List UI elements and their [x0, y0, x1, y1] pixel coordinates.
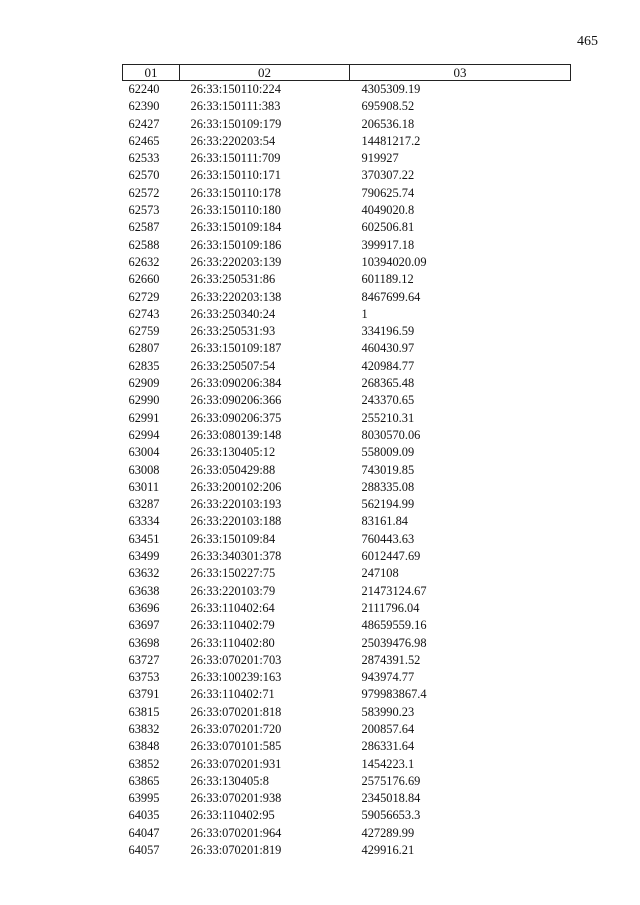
cell-value: 429916.21	[361, 843, 415, 858]
table-row	[123, 219, 571, 236]
table-row	[123, 254, 571, 271]
cell-cadastral-number: 26:33:090206:366	[190, 393, 282, 408]
cell-id: 63287	[128, 497, 160, 512]
cell-value: 268365.48	[361, 376, 415, 391]
cell-cadastral-number: 26:33:150111:383	[190, 99, 281, 114]
cell-value: 288335.08	[361, 479, 415, 494]
column-header-01: 01	[123, 65, 180, 81]
cell-cadastral-number: 26:33:220203:54	[190, 133, 276, 148]
table-row	[123, 289, 571, 306]
table-row	[123, 462, 571, 479]
table-row	[123, 669, 571, 686]
cell-id: 63791	[128, 687, 160, 702]
cell-id: 63008	[128, 462, 160, 477]
cell-value: 399917.18	[361, 237, 415, 252]
cell-id: 63011	[128, 479, 160, 494]
cell-value: 255210.31	[361, 410, 415, 425]
table-row	[123, 807, 571, 824]
table-row	[123, 150, 571, 167]
cell-value: 4305309.19	[361, 82, 421, 96]
cell-id: 62909	[128, 376, 160, 391]
table-row	[123, 81, 571, 99]
cell-id: 62743	[128, 306, 160, 321]
cell-cadastral-number: 26:33:150110:180	[190, 203, 281, 218]
cell-value: 200857.64	[361, 721, 415, 736]
cell-value: 460430.97	[361, 341, 415, 356]
cell-cadastral-number: 26:33:050429:88	[190, 462, 276, 477]
cell-cadastral-number: 26:33:250531:86	[190, 272, 276, 287]
table-row	[123, 531, 571, 548]
cell-value: 602506.81	[361, 220, 415, 235]
cell-id: 63815	[128, 704, 160, 719]
table-row	[123, 825, 571, 842]
cell-id: 62390	[128, 99, 160, 114]
cell-cadastral-number: 26:33:130405:12	[190, 445, 276, 460]
cell-value: 2345018.84	[361, 791, 421, 806]
cell-id: 62835	[128, 358, 160, 373]
cell-value: 2874391.52	[361, 652, 421, 667]
table-row	[123, 548, 571, 565]
cell-cadastral-number: 26:33:150110:171	[190, 168, 281, 183]
cell-cadastral-number: 26:33:340301:378	[190, 549, 282, 564]
cell-cadastral-number: 26:33:220103:193	[190, 497, 282, 512]
table-row	[123, 98, 571, 115]
table-header-row	[123, 65, 571, 81]
cell-cadastral-number: 26:33:070201:964	[190, 825, 282, 840]
cell-cadastral-number: 26:33:090206:384	[190, 376, 282, 391]
cell-value: 8030570.06	[361, 427, 421, 442]
cell-value: 790625.74	[361, 185, 415, 200]
table-row	[123, 756, 571, 773]
cell-value: 243370.65	[361, 393, 415, 408]
cell-cadastral-number: 26:33:150109:179	[190, 116, 282, 131]
cell-id: 62994	[128, 427, 160, 442]
cell-id: 62572	[128, 185, 160, 200]
cell-value: 14481217.2	[361, 133, 421, 148]
table-row	[123, 358, 571, 375]
table-row	[123, 635, 571, 652]
cell-cadastral-number: 26:33:080139:148	[190, 427, 282, 442]
cell-cadastral-number: 26:33:150109:184	[190, 220, 282, 235]
cell-cadastral-number: 26:33:250340:24	[190, 306, 276, 321]
cell-value: 2575176.69	[361, 773, 421, 788]
cell-value: 601189.12	[361, 272, 414, 287]
cell-cadastral-number: 26:33:110402:64	[190, 600, 275, 615]
cell-cadastral-number: 26:33:110402:95	[190, 808, 275, 823]
table-row	[123, 323, 571, 340]
table-row	[123, 513, 571, 530]
cell-value: 370307.22	[361, 168, 415, 183]
table-row	[123, 133, 571, 150]
cell-cadastral-number: 26:33:130405:8	[190, 773, 269, 788]
cell-id: 62991	[128, 410, 160, 425]
table-row	[123, 202, 571, 219]
cell-id: 63698	[128, 635, 160, 650]
cell-id: 62465	[128, 133, 160, 148]
cell-cadastral-number: 26:33:150110:224	[190, 82, 281, 96]
table-row	[123, 271, 571, 288]
cell-cadastral-number: 26:33:150109:186	[190, 237, 282, 252]
cell-cadastral-number: 26:33:110402:71	[190, 687, 275, 702]
table-row	[123, 237, 571, 254]
cell-value: 420984.77	[361, 358, 415, 373]
cell-value: 25039476.98	[361, 635, 427, 650]
cell-id: 62533	[128, 151, 160, 166]
table-row	[123, 306, 571, 323]
cell-value: 979983867.4	[361, 687, 427, 702]
table-row	[123, 479, 571, 496]
table-row	[123, 721, 571, 738]
cell-value: 10394020.09	[361, 254, 427, 269]
table-row	[123, 427, 571, 444]
cell-value: 427289.99	[361, 825, 415, 840]
cell-cadastral-number: 26:33:070201:720	[190, 721, 282, 736]
cell-id: 62570	[128, 168, 160, 183]
cell-id: 63451	[128, 531, 160, 546]
cell-value: 558009.09	[361, 445, 415, 460]
cell-value: 334196.59	[361, 324, 415, 339]
cell-value: 206536.18	[361, 116, 415, 131]
cell-id: 63995	[128, 791, 160, 806]
cell-value: 562194.99	[361, 497, 415, 512]
data-table	[122, 64, 571, 859]
cell-id: 63004	[128, 445, 160, 460]
cell-cadastral-number: 26:33:150109:187	[190, 341, 282, 356]
table-row	[123, 842, 571, 859]
cell-cadastral-number: 26:33:090206:375	[190, 410, 282, 425]
cell-value: 695908.52	[361, 99, 415, 114]
cell-cadastral-number: 26:33:070201:931	[190, 756, 282, 771]
cell-cadastral-number: 26:33:070201:938	[190, 791, 282, 806]
cell-id: 62588	[128, 237, 160, 252]
cell-value: 2111796.04	[361, 600, 420, 615]
table-row	[123, 565, 571, 582]
cell-cadastral-number: 26:33:250531:93	[190, 324, 276, 339]
cell-cadastral-number: 26:33:100239:163	[190, 670, 282, 685]
cell-value: 247108	[361, 566, 399, 581]
table-row	[123, 773, 571, 790]
cell-cadastral-number: 26:33:070101:585	[190, 739, 282, 754]
cell-value: 743019.85	[361, 462, 415, 477]
table-row	[123, 600, 571, 617]
cell-value: 8467699.64	[361, 289, 421, 304]
column-header-03: 03	[350, 65, 571, 81]
cell-id: 62660	[128, 272, 160, 287]
column-header-02: 02	[180, 65, 350, 81]
page-number: 465	[577, 34, 598, 49]
table-row	[123, 738, 571, 755]
table-row	[123, 410, 571, 427]
cell-value: 48659559.16	[361, 618, 427, 633]
cell-value: 286331.64	[361, 739, 415, 754]
cell-id: 62990	[128, 393, 160, 408]
table-row	[123, 392, 571, 409]
cell-value: 1454223.1	[361, 756, 415, 771]
cell-cadastral-number: 26:33:220103:188	[190, 514, 282, 529]
table-row	[123, 167, 571, 184]
cell-cadastral-number: 26:33:220103:79	[190, 583, 276, 598]
cell-id: 64057	[128, 843, 160, 858]
cell-cadastral-number: 26:33:220203:139	[190, 254, 282, 269]
cell-value: 943974.77	[361, 670, 415, 685]
cell-id: 62240	[128, 82, 160, 96]
cell-cadastral-number: 26:33:070201:819	[190, 843, 282, 858]
cell-id: 62759	[128, 324, 160, 339]
cell-id: 63334	[128, 514, 160, 529]
cell-id: 62427	[128, 116, 160, 131]
cell-id: 63638	[128, 583, 160, 598]
cell-id: 64035	[128, 808, 160, 823]
cell-id: 63697	[128, 618, 160, 633]
cell-id: 63832	[128, 721, 160, 736]
cell-value: 21473124.67	[361, 583, 427, 598]
cell-id: 62729	[128, 289, 160, 304]
cell-id: 62573	[128, 203, 160, 218]
table-row	[123, 686, 571, 703]
cell-cadastral-number: 26:33:110402:79	[190, 618, 275, 633]
cell-id: 62807	[128, 341, 160, 356]
cell-id: 63727	[128, 652, 160, 667]
table-row	[123, 583, 571, 600]
cell-cadastral-number: 26:33:150109:84	[190, 531, 276, 546]
table-row	[123, 704, 571, 721]
cell-value: 83161.84	[361, 514, 408, 529]
table-row	[123, 116, 571, 133]
table-row	[123, 496, 571, 513]
table-row	[123, 340, 571, 357]
cell-value: 583990.23	[361, 704, 415, 719]
cell-id: 63499	[128, 549, 160, 564]
cell-id: 63848	[128, 739, 160, 754]
cell-id: 63852	[128, 756, 160, 771]
cell-cadastral-number: 26:33:150227:75	[190, 566, 276, 581]
table-row	[123, 790, 571, 807]
cell-cadastral-number: 26:33:150110:178	[190, 185, 281, 200]
table-body	[123, 81, 571, 860]
cell-id: 62587	[128, 220, 160, 235]
cell-value: 4049020.8	[361, 203, 415, 218]
table-row	[123, 617, 571, 634]
cell-cadastral-number: 26:33:070201:703	[190, 652, 282, 667]
cell-id: 63753	[128, 670, 160, 685]
table-row	[123, 652, 571, 669]
cell-id: 63865	[128, 773, 160, 788]
cell-value: 6012447.69	[361, 549, 421, 564]
table-row	[123, 444, 571, 461]
cell-cadastral-number: 26:33:150111:709	[190, 151, 281, 166]
cell-id: 63696	[128, 600, 160, 615]
cell-cadastral-number: 26:33:220203:138	[190, 289, 282, 304]
cell-cadastral-number: 26:33:250507:54	[190, 358, 276, 373]
cell-cadastral-number: 26:33:200102:206	[190, 479, 282, 494]
table-row	[123, 185, 571, 202]
cell-value: 1	[361, 306, 368, 321]
cell-value: 59056653.3	[361, 808, 421, 823]
table-row	[123, 375, 571, 392]
cell-id: 63632	[128, 566, 160, 581]
cell-cadastral-number: 26:33:070201:818	[190, 704, 282, 719]
cell-cadastral-number: 26:33:110402:80	[190, 635, 275, 650]
cell-value: 760443.63	[361, 531, 415, 546]
cell-id: 64047	[128, 825, 160, 840]
cell-id: 62632	[128, 254, 160, 269]
cell-value: 919927	[361, 151, 399, 166]
